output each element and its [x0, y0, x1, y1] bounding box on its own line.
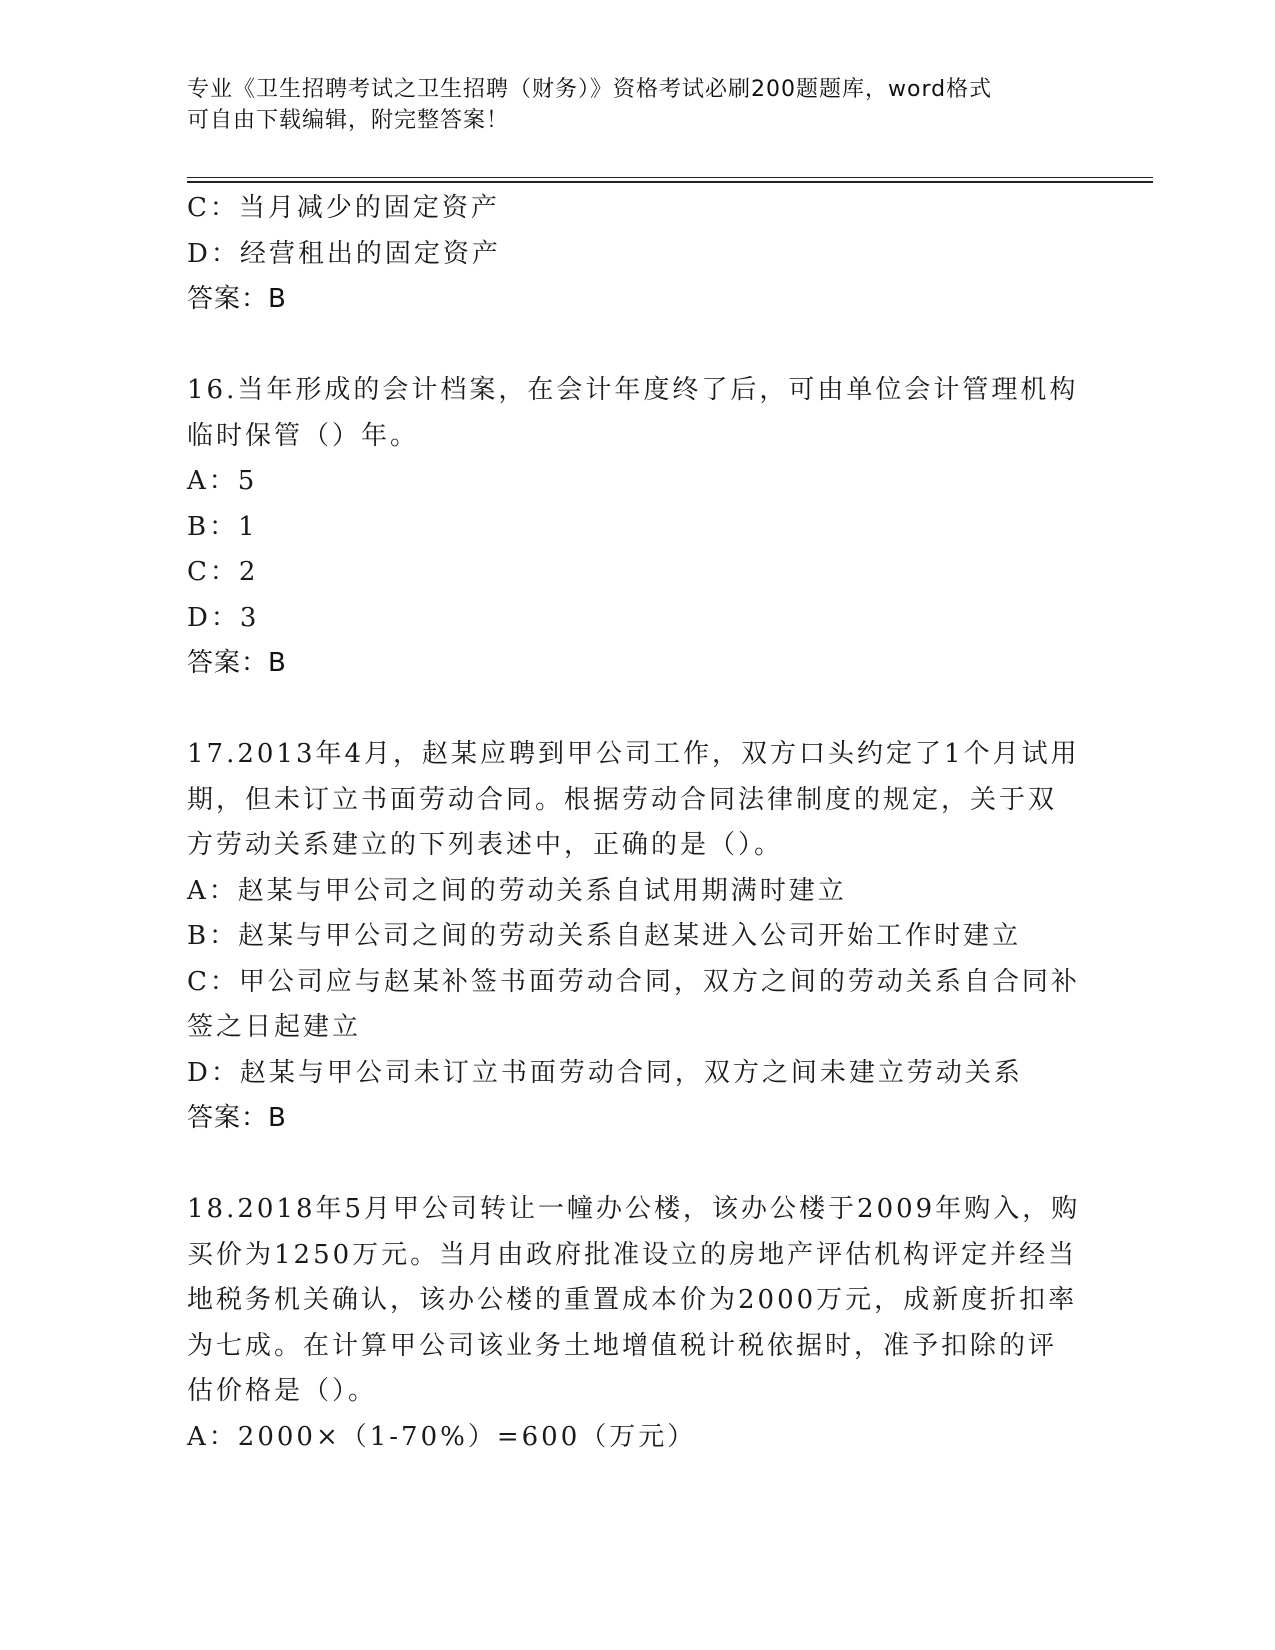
question-18-option-a: A：2000×（1-70%）=600（万元） [187, 1421, 697, 1452]
question-17-option-b: B：赵某与甲公司之间的劳动关系自赵某进入公司开始工作时建立 [187, 921, 1022, 951]
question-17-option-c-line-2: 签之日起建立 [187, 1012, 362, 1042]
question-18-stem-line-5: 估价格是（）。 [187, 1376, 378, 1406]
question-16-answer: 答案：B [187, 648, 287, 678]
question-list [187, 186, 1087, 1460]
question-17-option-a: A：赵某与甲公司之间的劳动关系自试用期满时建立 [187, 875, 847, 906]
spacer [187, 687, 1087, 733]
question-17 [187, 732, 1087, 1142]
question-17-stem-line-2: 期，但未订立书面劳动合同。根据劳动合同法律制度的规定，关于双 [187, 784, 1058, 815]
spacer [187, 1142, 1087, 1188]
question-17-option-c-line-1: C：甲公司应与赵某补签书面劳动合同，双方之间的劳动关系自合同补 [187, 966, 1080, 997]
header-divider [187, 177, 1153, 183]
question-16-stem-line-2: 临时保管（）年。 [187, 420, 420, 451]
question-18-stem-line-3: 地税务机关确认，该办公楼的重置成本价为2000万元，成新度折扣率 [187, 1285, 1078, 1315]
question-15-option-d: D：经营租出的固定资产 [187, 238, 501, 269]
question-17-stem-line-1: 17.2013年4月，赵某应聘到甲公司工作，双方口头约定了1个月试用 [187, 739, 1080, 769]
header-title-line-1: 专业《卫生招聘考试之卫生招聘（财务）》资格考试必刷200题题库，word格式 [187, 77, 993, 102]
question-18-stem-line-2: 买价为1250万元。当月由政府批准设立的房地产评估机构评定并经当 [187, 1239, 1078, 1270]
question-17-stem-line-3: 方劳动关系建立的下列表述中，正确的是（）。 [187, 830, 784, 860]
question-18-stem-line-1: 18.2018年5月甲公司转让一幢办公楼，该办公楼于2009年购入，购 [187, 1194, 1081, 1224]
question-18 [187, 1187, 1087, 1460]
question-16-stem-line-1: 16.当年形成的会计档案，在会计年度终了后，可由单位会计管理机构 [187, 375, 1079, 405]
question-16 [187, 368, 1087, 687]
question-16-option-b: B：1 [187, 511, 258, 542]
question-16-option-c: C：2 [187, 557, 259, 587]
document-header [187, 74, 1067, 136]
question-15-option-c: C：当月减少的固定资产 [187, 193, 500, 223]
spacer [187, 323, 1087, 369]
question-16-option-d: D：3 [187, 602, 260, 633]
question-15-answer: 答案：B [187, 284, 287, 314]
header-title-line-2: 可自由下载编辑，附完整答案！ [187, 108, 510, 133]
question-18-stem-line-4: 为七成。在计算甲公司该业务土地增值税计税依据时，准予扣除的评 [187, 1330, 1058, 1361]
question-17-answer: 答案：B [187, 1103, 287, 1133]
question-16-option-a: A：5 [187, 466, 258, 496]
question-17-option-d: D：赵某与甲公司未订立书面劳动合同，双方之间未建立劳动关系 [187, 1057, 1023, 1088]
question-15 [187, 186, 1087, 323]
